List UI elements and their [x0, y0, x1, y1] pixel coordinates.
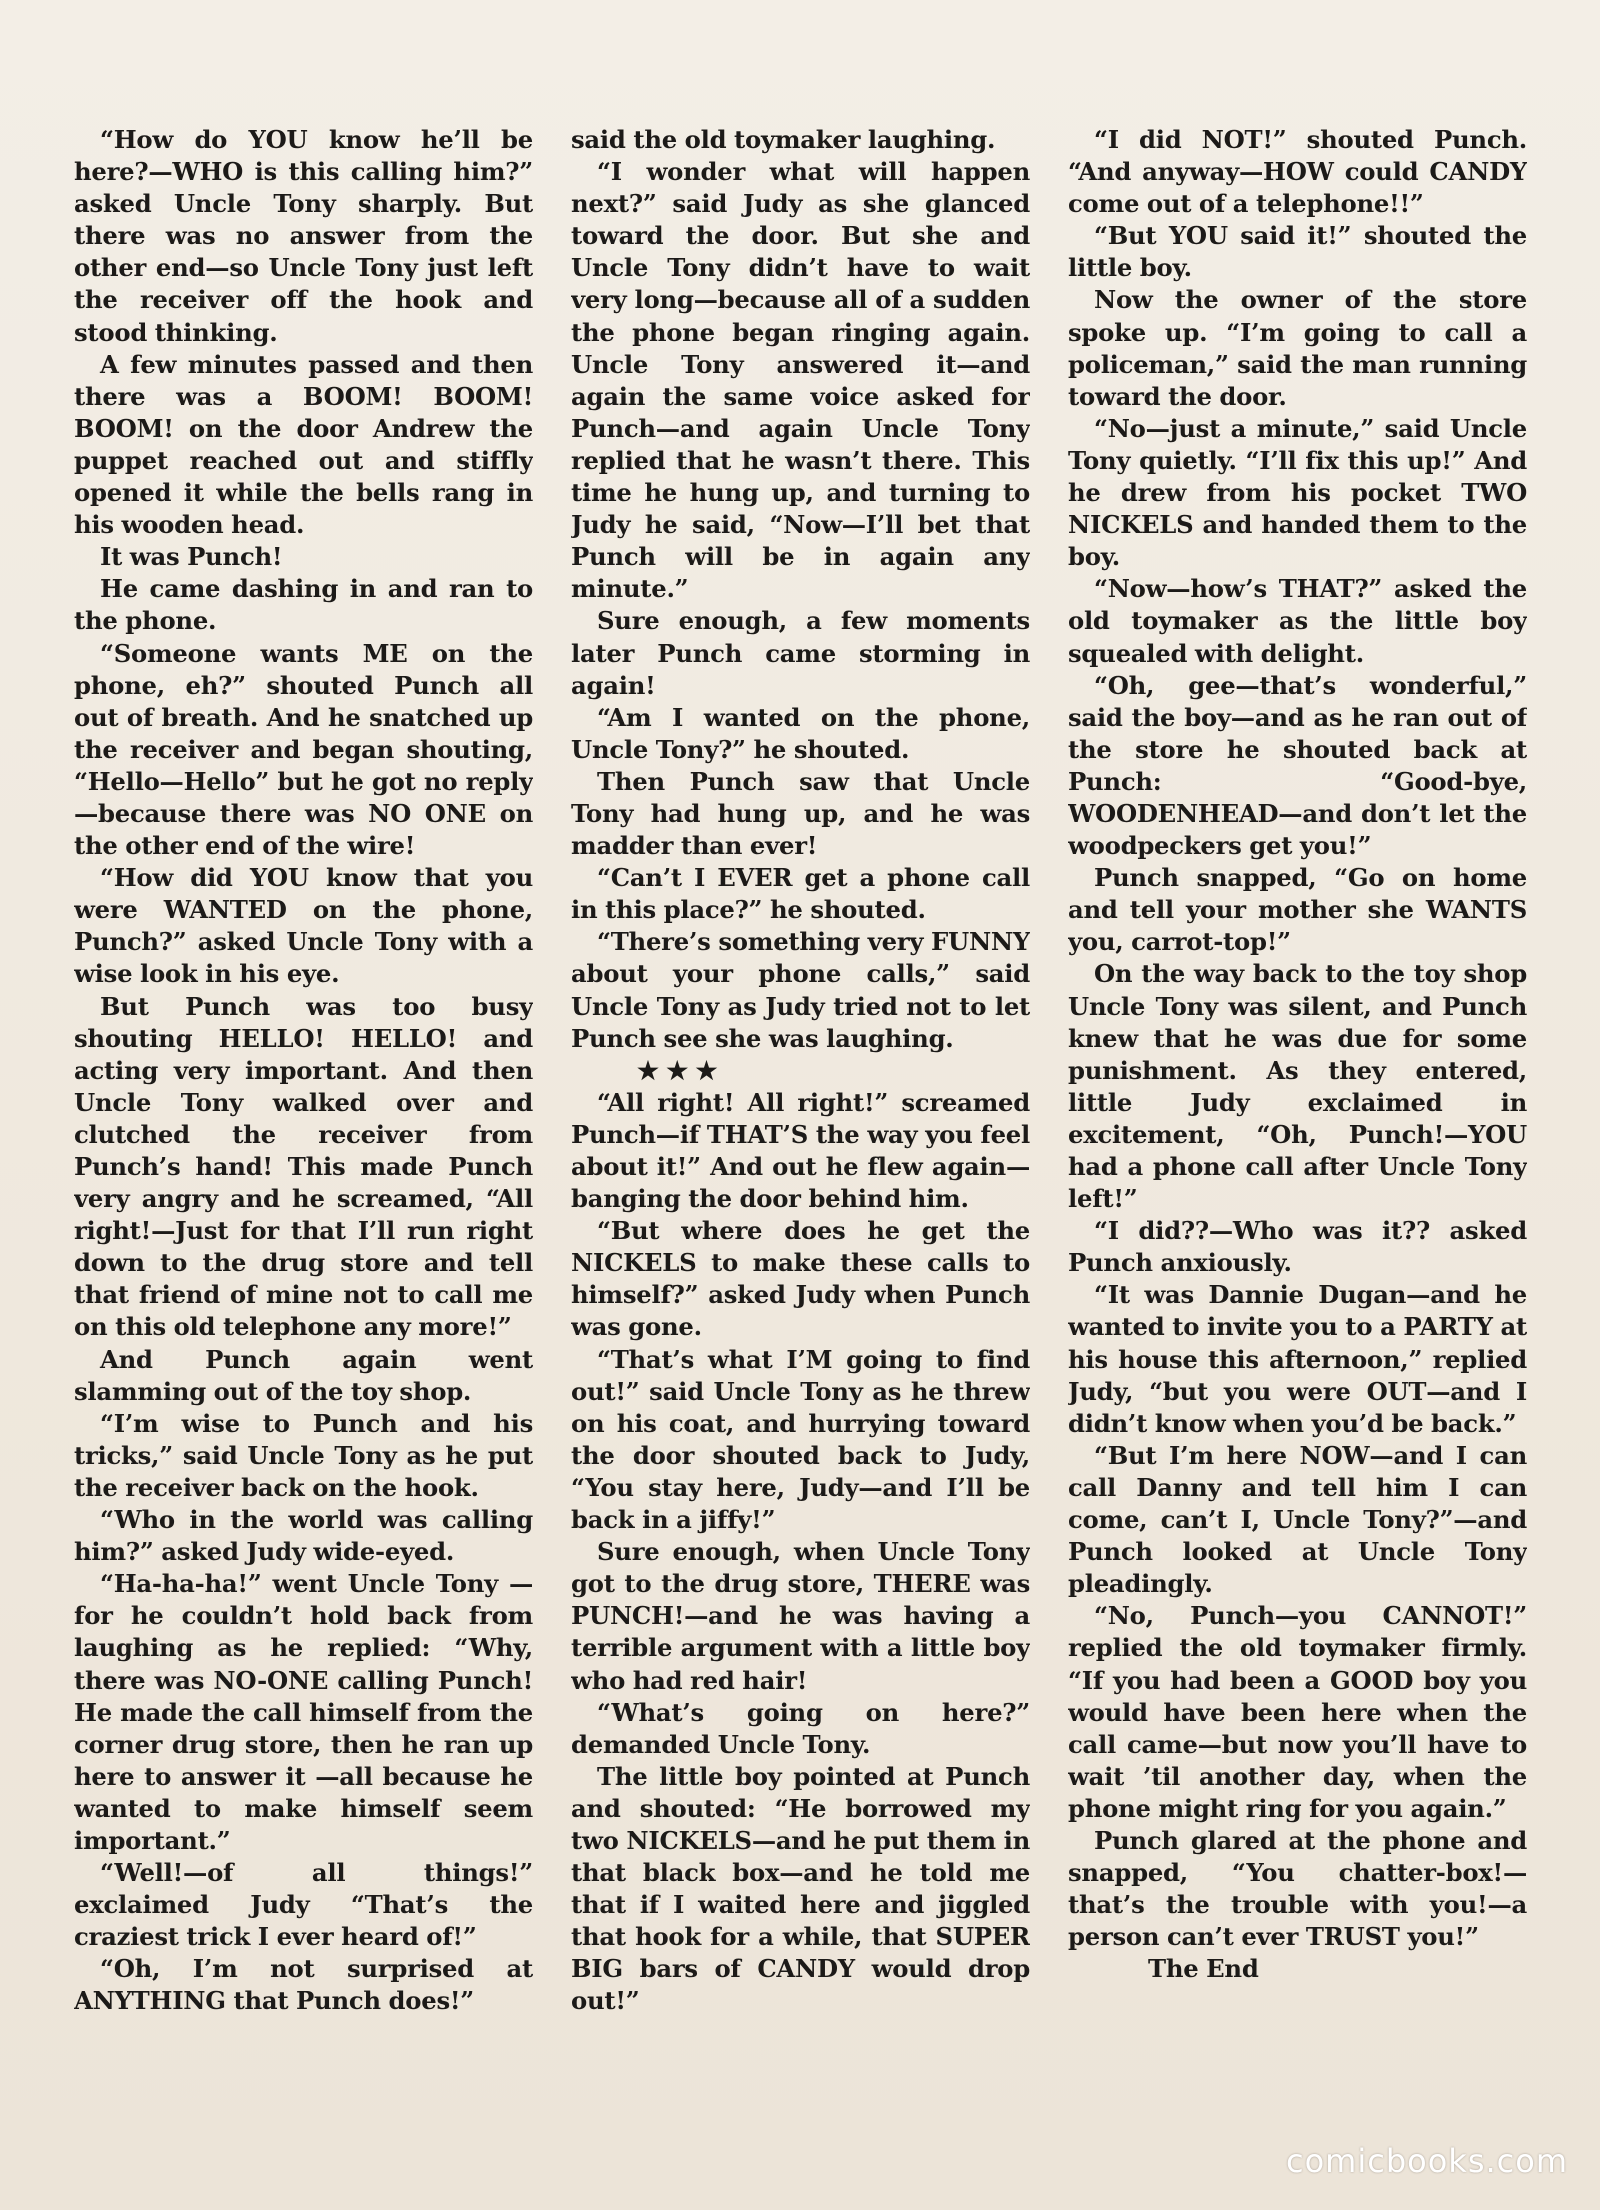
story-paragraph: He came dashing in and ran to the phone.: [74, 574, 533, 636]
story-paragraph: “Can’t I EVER get a phone call in this place?” he shouted.: [571, 863, 1030, 925]
story-paragraph: “But YOU said it!” shouted the little boy.: [1068, 221, 1527, 283]
story-paragraph: “There’s something very FUNNY about your phone calls,” said Uncle Tony as Judy tried not to let Punch see she was laughing.: [571, 927, 1030, 1053]
story-paragraph: said the old toymaker laughing.: [571, 125, 996, 154]
story-paragraph: Sure enough, when Uncle Tony got to the drug store, THERE was PUNCH!—and he was having a terrible argument with a little boy who had red hair!: [571, 1537, 1030, 1695]
section-break-stars: ★ ★ ★: [637, 1055, 718, 1085]
story-paragraph: “Someone wants ME on the phone, eh?” shouted Punch all out of breath. And he snatched up the receiver and began shouting, “Hello—Hello” but he got no reply—because there was NO ONE on the other end of the wire!: [74, 638, 533, 861]
story-paragraph: “Am I wanted on the phone, Uncle Tony?” he shouted.: [571, 702, 1030, 764]
story-paragraph: “Oh, gee—that’s wonderful,” said the boy—and as he ran out of the store he shouted back at Punch: “Good-bye, WOODENHEAD—and don’t let the woodpeckers get you!”: [1068, 670, 1527, 861]
watermark: comicbooks.com: [1285, 2142, 1568, 2180]
story-paragraph: “But I’m here NOW—and I can call Danny and tell him I can come, can’t I, Uncle Tony?”—and Punch looked at Uncle Tony pleadingly.: [1068, 1440, 1527, 1599]
story-paragraph: “I wonder what will happen next?” said Judy as she glanced toward the door. But she and Uncle Tony didn’t have to wait very long—because all of a sudden the phone began ringing again. Uncle Tony answered it—and again the same voice asked for Punch—and again Uncle Tony replied that he wasn’t there. This time he hung up, and turning to Judy he said, “Now—I’ll bet that Punch will be in again any minute.”: [571, 157, 1030, 604]
story-paragraph: “Oh, I’m not surprised at ANYTHING that Punch does!”: [74, 1954, 533, 2016]
story-paragraph: Now the owner of the store spoke up. “I’m going to call a policeman,” said the man running toward the door.: [1068, 285, 1527, 411]
the-end-label: The End: [1148, 1954, 1259, 1984]
story-paragraph: “What’s going on here?” demanded Uncle Tony.: [571, 1697, 1030, 1759]
story-paragraph: “That’s what I’M going to find out!” said Uncle Tony as he threw on his coat, and hurrying toward the door shouted back to Judy, “You stay here, Judy—and I’ll be back in a jiffy!”: [571, 1344, 1030, 1535]
story-paragraph: “I’m wise to Punch and his tricks,” said Uncle Tony as he put the receiver back on the hook.: [74, 1408, 533, 1502]
story-paragraph: “But where does he get the NICKELS to make these calls to himself?” asked Judy when Punch was gone.: [571, 1216, 1030, 1342]
story-paragraph: Punch snapped, “Go on home and tell your mother she WANTS you, carrot-top!”: [1068, 863, 1527, 957]
story-paragraph: “It was Dannie Dugan—and he wanted to invite you to a PARTY at his house this afternoon,” replied Judy, “but you were OUT—and I didn’t know when you’d be back.”: [1068, 1280, 1527, 1438]
story-paragraph: Punch glared at the phone and snapped, “You chatter-box!—that’s the trouble with you!—a person can’t ever TRUST you!”: [1068, 1825, 1527, 1952]
story-paragraph: Then Punch saw that Uncle Tony had hung up, and he was madder than ever!: [571, 766, 1030, 861]
story-paragraph: But Punch was too busy shouting HELLO! HELLO! and acting very important. And then Uncle Tony walked over and clutched the receiver from Punch’s hand! This made Punch very angry and he screamed, “All right!—Just for that I’ll run right down to the drug store and tell that friend of mine not to call me on this old telephone any more!”: [74, 991, 533, 1342]
story-paragraph: A few minutes passed and then there was a BOOM! BOOM! BOOM! on the door Andrew the puppet reached out and stiffly opened it while the bells rang in his wooden head.: [74, 349, 533, 540]
story-paragraph: “I did NOT!” shouted Punch. “And anyway—HOW could CANDY come out of a telephone!!”: [1068, 125, 1527, 219]
story-paragraph: “Now—how’s THAT?” asked the old toymaker as the little boy squealed with delight.: [1068, 574, 1527, 668]
story-paragraph: “Well!—of all things!” exclaimed Judy “That’s the craziest trick I ever heard of!”: [74, 1858, 533, 1952]
story-paragraph: “How do YOU know he’ll be here?—WHO is this calling him?” asked Uncle Tony sharply. But there was no answer from the other end—so Uncle Tony just left the receiver off the hook and stood thinking.: [74, 125, 533, 347]
text-column-right: [1068, 124, 1527, 2094]
story-paragraph: “Ha-ha-ha!” went Uncle Tony —for he couldn’t hold back from laughing as he replied: “Why, there was NO-ONE calling Punch! He made the call himself from the corner drug store, then he ran up here to answer it —all because he wanted to make himself seem important.”: [74, 1569, 533, 1855]
text-column-middle: [571, 124, 1030, 2094]
text-column-left: [74, 124, 533, 2094]
story-paragraph: Sure enough, a few moments later Punch came storming in again!: [571, 606, 1030, 700]
story-paragraph: “Who in the world was calling him?” asked Judy wide-eyed.: [74, 1505, 533, 1567]
story-paragraph: And Punch again went slamming out of the toy shop.: [74, 1344, 533, 1406]
story-paragraph: “All right! All right!” screamed Punch—if THAT’S the way you feel about it!” And out he flew again—banging the door behind him.: [571, 1087, 1030, 1214]
story-paragraph: “No, Punch—you CANNOT!” replied the old toymaker firmly. “If you had been a GOOD boy you would have been here when the call came—but now you’ll have to wait ’til another day, when the phone might ring for you again.”: [1068, 1601, 1527, 1823]
story-paragraph: The little boy pointed at Punch and shouted: “He borrowed my two NICKELS—and he put them in that black box—and he told me that if I waited here and jiggled that hook for a while, that SUPER BIG bars of CANDY would drop out!”: [571, 1761, 1030, 2016]
story-paragraph: “I did??—Who was it?? asked Punch anxiously.: [1068, 1216, 1527, 1278]
story-paragraph: It was Punch!: [100, 542, 283, 572]
story-columns: [74, 124, 1528, 2094]
story-paragraph: On the way back to the toy shop Uncle Tony was silent, and Punch knew that he was due for some punishment. As they entered, little Judy exclaimed in excitement, “Oh, Punch!—YOU had a phone call after Uncle Tony left!”: [1068, 959, 1527, 1214]
story-paragraph: “No—just a minute,” said Uncle Tony quietly. “I’ll fix this up!” And he drew from his pocket TWO NICKELS and handed them to the boy.: [1068, 413, 1527, 572]
story-paragraph: “How did YOU know that you were WANTED on the phone, Punch?” asked Uncle Tony with a wise look in his eye.: [74, 863, 533, 989]
